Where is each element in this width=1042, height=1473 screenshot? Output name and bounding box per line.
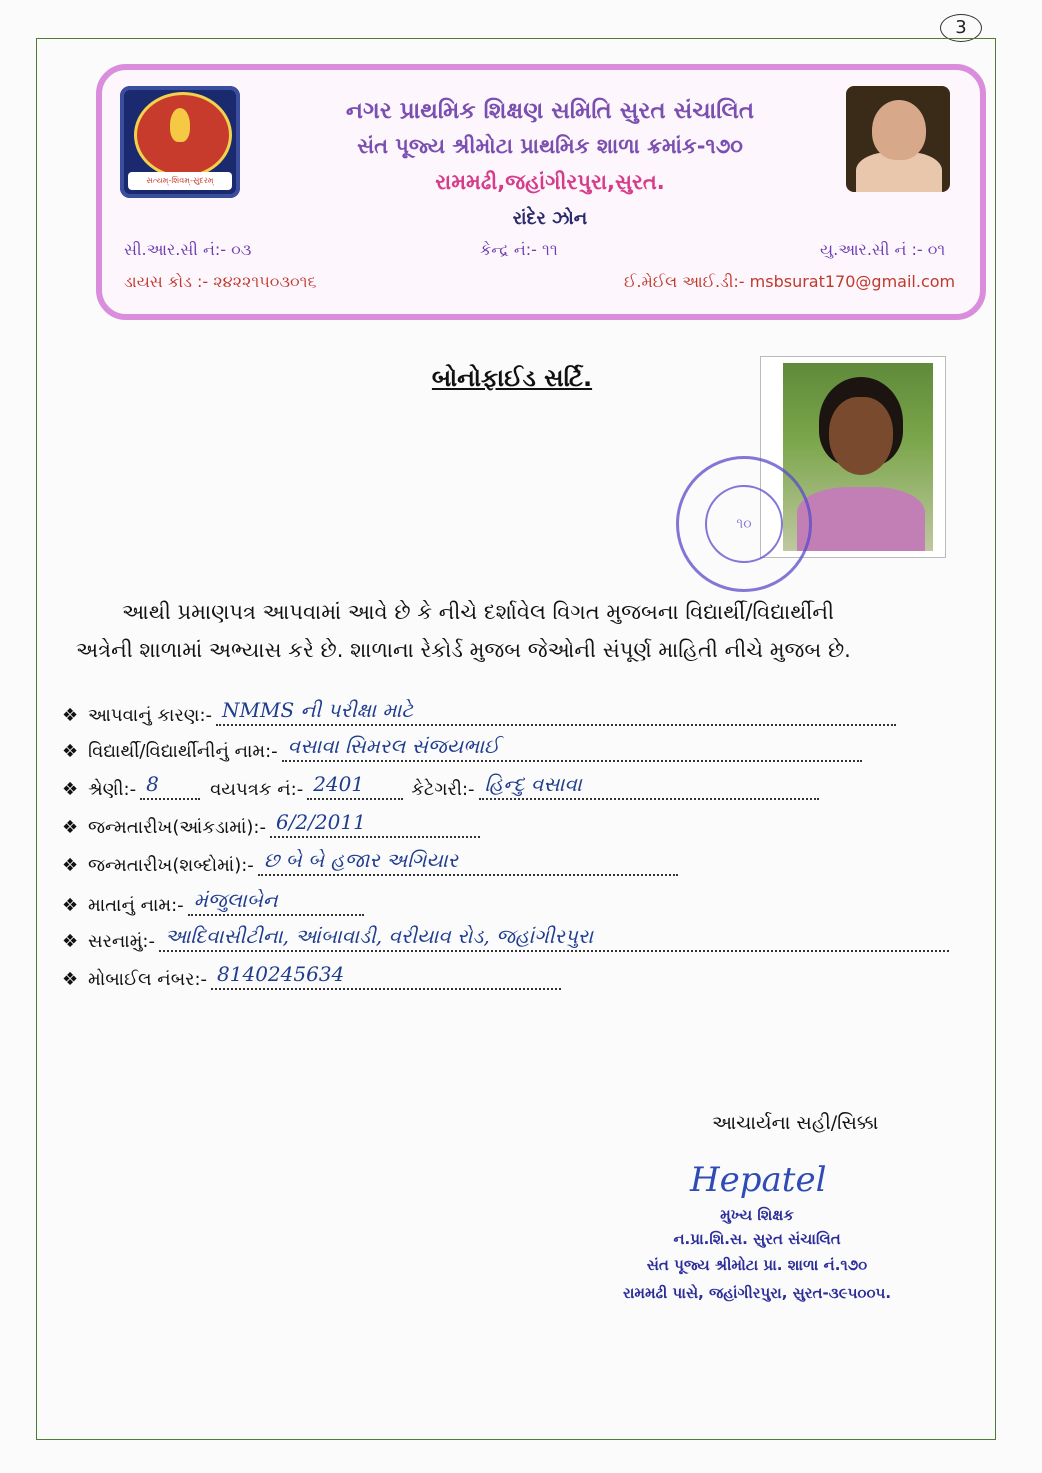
diamond-bullet-icon: ❖ <box>62 855 79 876</box>
header-address: રામમઢી,જહાંગીરપુરા,સુરત. <box>435 170 665 194</box>
dob-words-label: જન્મતારીખ(શબ્દોમાં):- <box>88 855 254 876</box>
address-field <box>62 922 949 952</box>
dob-numeric-label: જન્મતારીખ(આંકડામાં):- <box>88 817 266 838</box>
standard-field <box>62 770 819 800</box>
category-line <box>479 774 819 800</box>
dise-code: ડાયસ કોડ :- ૨૪૨૨૧૫૦૩૦૧૬ <box>124 272 317 291</box>
reason-value: NMMS ની પરીક્ષા માટે <box>222 698 413 722</box>
diamond-bullet-icon: ❖ <box>62 895 79 916</box>
dob-words-field <box>62 846 678 876</box>
principal-signature-label: આચાર્યના સહી/સિક્કા <box>712 1112 879 1134</box>
school-stamp <box>676 456 812 592</box>
crc-number: સી.આર.સી નં:- ૦૩ <box>124 240 252 259</box>
name-value: વસાવા સિમરલ સંજયભાઈ <box>287 734 500 758</box>
reason-line <box>216 700 896 726</box>
dob-numeric-line <box>270 812 480 838</box>
diamond-bullet-icon: ❖ <box>62 969 79 990</box>
diamond-bullet-icon: ❖ <box>62 705 79 726</box>
diamond-bullet-icon: ❖ <box>62 741 79 762</box>
seal-line-3: સંત પૂજ્ય શ્રીમોટા પ્રા. શાળા નં.૧૭૦ <box>646 1256 868 1274</box>
founder-photo <box>846 86 950 192</box>
mobile-label: મોબાઈલ નંબર:- <box>88 969 208 990</box>
header-line-2: સંત પૂજ્ય શ્રીમોટા પ્રાથમિક શાળા ક્રમાંક-૧૭૦ <box>357 134 743 158</box>
address-line <box>159 926 949 952</box>
mobile-field <box>62 960 561 990</box>
logo-motto: સત્યમ્-શિવમ્-સુંદરમ્ <box>128 172 232 190</box>
mother-name-value: મંજુલાબેન <box>193 888 278 912</box>
founder-face <box>872 100 926 160</box>
school-email: ઈ.મેઈલ આઈ.ડી:- msbsurat170@gmail.com <box>624 272 956 291</box>
standard-value: 8 <box>146 772 159 796</box>
standard-label: શ્રેણી:- <box>88 779 137 800</box>
reason-field <box>62 696 896 726</box>
category-value: હિન્દુ વસાવા <box>484 772 582 796</box>
dob-numeric-value: 6/2/2011 <box>275 810 366 834</box>
register-value: 2401 <box>313 772 365 796</box>
name-line <box>282 736 862 762</box>
dob-words-value: છ બે બે હજાર અગિયાર <box>263 848 458 872</box>
seal-line-2: ન.પ્રા.શિ.સ. સુરત સંચાલિત <box>673 1230 841 1248</box>
name-label: વિદ્યાર્થી/વિદ્યાર્થીનીનું નામ:- <box>88 741 278 762</box>
mother-name-line <box>188 890 364 916</box>
reason-label: આપવાનું કારણ:- <box>88 705 213 726</box>
diamond-bullet-icon: ❖ <box>62 779 79 800</box>
dob-numeric-field <box>62 808 480 838</box>
mother-name-label: માતાનું નામ:- <box>88 895 184 916</box>
dob-words-line <box>258 850 678 876</box>
mobile-line <box>211 964 561 990</box>
student-face <box>829 397 893 475</box>
seal-line-4: રામમઢી પાસે, જહાંગીરપુરા, સુરત-૩૯૫૦૦૫. <box>622 1284 892 1302</box>
seal-line-1: મુખ્ય શિક્ષક <box>720 1206 794 1224</box>
page-number: 3 <box>940 14 982 42</box>
register-line <box>307 774 403 800</box>
register-label: વયપત્રક નં:- <box>210 779 304 800</box>
name-field <box>62 732 862 762</box>
principal-signature: Hepatel <box>690 1160 827 1200</box>
category-label: કેટેગરી:- <box>411 779 475 800</box>
header-line-1: નગર પ્રાથમિક શિક્ષણ સમિતિ સુરત સંચાલિત <box>345 98 755 124</box>
mobile-value: 8140245634 <box>217 962 345 986</box>
certificate-title: બોનોફાઈડ સર્ટિ. <box>431 364 593 392</box>
stamp-date: ૧૦ <box>705 485 783 563</box>
lamp-flame-icon <box>170 108 190 142</box>
intro-line-1: આથી પ્રમાણપત્ર આપવામાં આવે છે કે નીચે દર્શાવેલ વિગત મુજબના વિદ્યાર્થી/વિદ્યાર્થીની <box>122 600 835 624</box>
mother-name-field <box>62 886 364 916</box>
diamond-bullet-icon: ❖ <box>62 817 79 838</box>
diamond-bullet-icon: ❖ <box>62 931 79 952</box>
school-committee-logo <box>120 86 240 198</box>
intro-line-2: અત્રેની શાળામાં અભ્યાસ કરે છે. શાળાના રેકોર્ડ મુજબ જેઓની સંપૂર્ણ માહિતી નીચે મુજબ છે. <box>76 638 851 662</box>
kendra-number: કેન્દ્ર નં:- ૧૧ <box>480 240 558 259</box>
student-dress <box>797 487 925 551</box>
urc-number: યુ.આર.સી નં :- ૦૧ <box>820 240 946 259</box>
header-zone: રાંદેર ઝોન <box>512 208 588 229</box>
address-value: આદિવાસીટીના, આંબાવાડી, વરીયાવ રોડ, જહાંગીરપુરા <box>164 924 594 948</box>
address-label: સરનામું:- <box>88 931 155 952</box>
standard-line <box>140 774 200 800</box>
